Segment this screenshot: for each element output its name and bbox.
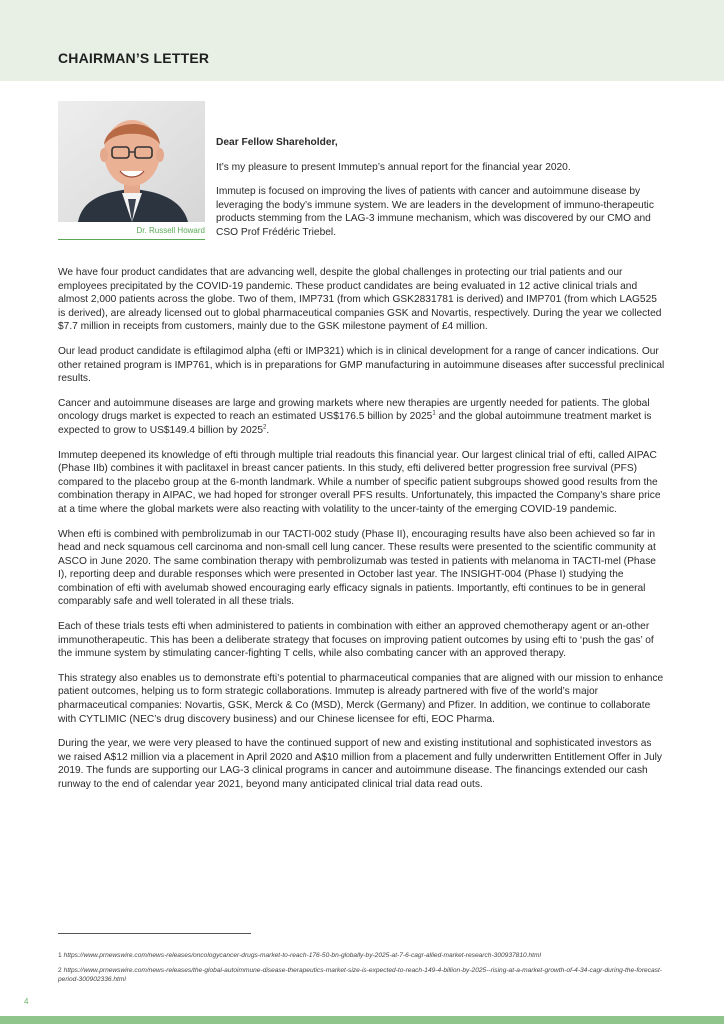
body-paragraph: Each of these trials tests efti when administered to patients in combination with either an approved chemotherapy agent or an-other immunotherapeutic. This has been a deliberate strategy that focuses on improving patient outcomes by using efti to ‘push the gas’ of the immune system by stimulating cancer-fighting T cells, while also combating cancer with an approved therapy.	[58, 621, 654, 660]
intro-section	[216, 136, 666, 251]
page-number: 4	[24, 997, 29, 1006]
chairman-portrait	[58, 101, 205, 222]
caption-divider	[58, 239, 205, 240]
footnote-number: 2	[58, 967, 62, 974]
footnote-link[interactable]: https://www.prnewswire.com/news-releases/the-global-autoimmune-disease-therapeutics-market-size-is-expected-to-reach-149-4-billion-by-2025--rising-at-a-market-growth-of-4-34-cagr-during-the-forecast-period-300902336.html	[58, 967, 662, 983]
body-paragraph: We have four product candidates that are advancing well, despite the global challenges in protecting our trial patients and our employees precipitated by the COVID-19 pandemic. These product candidates are being evaluated in 12 active clinical trials and almost 2,000 patients across the globe. Two of them, IMP731 (from which GSK2831781 is derived) and IMP701 (from which LAG525 is derived), are already licensed out to global pharmaceutical companies GSK and Novartis, respectively. During the year we collected $7.7 million in receipts from customers, mainly due to the GSK milestone payment of £4 million.	[58, 267, 662, 333]
portrait-caption: Dr. Russell Howard	[136, 226, 205, 235]
page-title: CHAIRMAN’S LETTER	[58, 50, 210, 66]
footnotes	[58, 951, 678, 990]
body-paragraph: When efti is combined with pembrolizumab in our TACTI-002 study (Phase II), encouraging results have also been achieved so far in head and neck squamous cell carcinoma and non-small cell lung cancer. These results were presented to the scientific community at ASCO in June 2020. The same combination therapy with pembrolizumab was tested in patients with melanoma in TACTI-mel (Phase I), reporting deep and durable responses which were presented in October last year. The INSIGHT-004 (Phase I) studying the combination of efti with avelumab showed encouraging early efficacy signals in patients. Importantly, efti continues to be in general comparably safe and well tolerated in all these trials.	[58, 528, 656, 608]
footnote-number: 1	[58, 952, 62, 959]
letter-body	[58, 266, 666, 803]
intro-paragraph: It’s my pleasure to present Immutep’s annual report for the financial year 2020.	[216, 161, 571, 173]
body-paragraph: Immutep deepened its knowledge of efti through multiple trial readouts this financial year. Our largest clinical trial of efti, called AIPAC (Phase IIb) combines it with paclitaxel in breast cancer patients. In this study, efti delivered better progression free survival (PFS) compared to the placebo group at the 6-month landmark. While a number of specific patient subgroups showed good results from the combination therapy in AIPAC, we had hoped for stronger overall PFS results. Unfortunately, this impacted the Company’s share price at a time where the global markets were also reacting with volatility to the uncer-tainty of the emerging COVID-19 pandemic.	[58, 449, 661, 515]
footnote	[58, 951, 678, 960]
header-band	[0, 0, 724, 81]
footer-band	[0, 1016, 724, 1024]
footnote	[58, 966, 678, 984]
footnote-ref: 1	[432, 410, 436, 417]
footnote-link[interactable]: https://www.prnewswire.com/news-releases/oncologycancer-drugs-market-to-reach-176-50-bn-globally-by-2025-at-7-6-cagr-allied-market-research-300937810.html	[63, 952, 541, 959]
footnote-divider	[58, 933, 251, 934]
body-text-segment: Cancer and autoimmune diseases are large and growing markets where new therapies are urgently needed for patients. The global oncology drugs market is expected to reach an estimated US$176.5 billion by 2025	[58, 397, 650, 423]
intro-paragraph: Immutep is focused on improving the lives of patients with cancer and autoimmune disease by leveraging the body’s immune system. We are leaders in the development of immuno-therapeutic products stemming from the LAG-3 immune mechanism, which was discovered by our CMO and CSO Prof Frédéric Triebel.	[216, 186, 654, 238]
footnote-ref: 2	[263, 424, 267, 431]
body-paragraph: This strategy also enables us to demonstrate efti’s potential to pharmaceutical companies that are aligned with our mission to enhance patient outcomes, helping us to form strategic collaborations. Immutep is already partnered with five of the world’s major pharmaceutical companies: Novartis, GSK, Merck & Co (MSD), Merck (Germany) and Pfizer. In addition, we continue to collaborate with CYTLIMIC (NEC’s drug discovery business) and our Chinese licensee for efti, EOC Pharma.	[58, 672, 664, 725]
body-paragraph	[58, 397, 666, 438]
body-text-segment: .	[266, 424, 270, 436]
body-paragraph: Our lead product candidate is eftilagimod alpha (efti or IMP321) which is in clinical development for a range of cancer indications. Our other retained program is IMP761, which is in preparations for GMP manufacturing in autoimmune diseases after successful preclinical results.	[58, 345, 665, 385]
body-text-segment: and the global autoimmune treatment market is expected to grow to US$149.4 billion by 2025	[58, 411, 652, 436]
greeting: Dear Fellow Shareholder,	[216, 137, 338, 148]
body-paragraph: During the year, we were very pleased to have the continued support of new and existing institutional and sophisticated investors as we raised A$12 million via a placement in April 2020 and A$10 million from a placement and fully underwritten Entitlement Offer in July 2019. The funds are supporting our LAG-3 clinical programs in cancer and autoimmune disease. The financings extended our cash runway to the end of calendar year 2021, beyond many anticipated clinical trial data read outs.	[58, 738, 663, 790]
